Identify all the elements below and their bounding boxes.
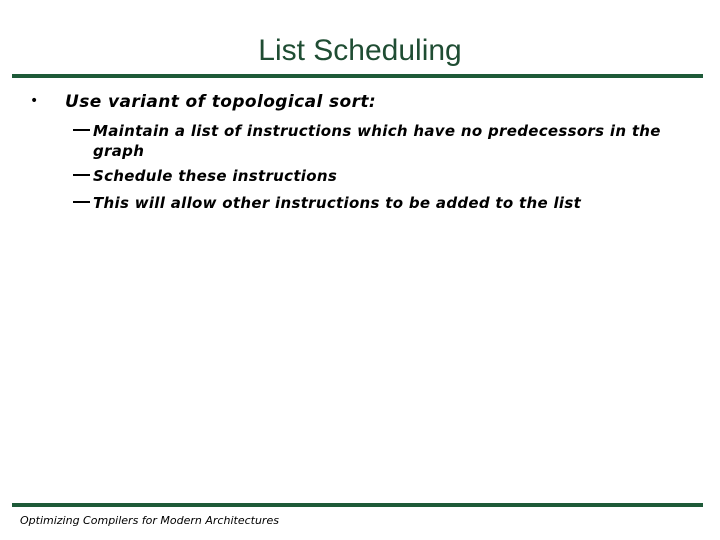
subpoint-2 xyxy=(73,166,673,186)
footer-divider xyxy=(12,503,703,507)
dash-icon xyxy=(73,201,90,203)
title-divider xyxy=(12,74,703,78)
dash-icon xyxy=(73,174,90,176)
footer-text: Optimizing Compilers for Modern Architectures xyxy=(20,514,279,527)
main-bullet: Use variant of topological sort: xyxy=(65,92,377,112)
bullet-dot-icon: • xyxy=(30,93,39,109)
subpoint-2-text: Schedule these instructions xyxy=(93,167,338,185)
slide-title: List Scheduling xyxy=(258,34,462,67)
subpoint-1-text: Maintain a list of instructions which have no predecessors in the xyxy=(93,122,661,140)
subpoint-3-text: This will allow other instructions to be added to the list xyxy=(93,194,582,212)
subpoint-1 xyxy=(73,121,673,161)
subpoint-3 xyxy=(73,193,673,213)
subpoint-1-continuation: graph xyxy=(93,142,145,160)
dash-icon xyxy=(73,129,90,131)
